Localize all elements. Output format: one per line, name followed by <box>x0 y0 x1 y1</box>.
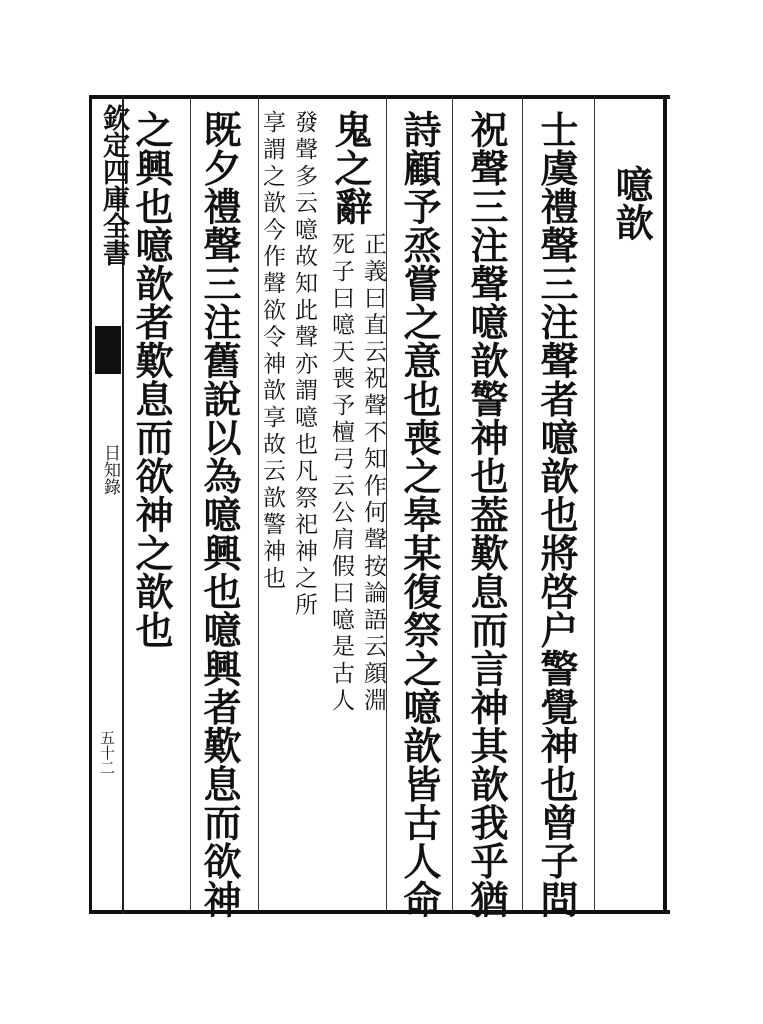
frame-top-rule <box>92 95 670 99</box>
collection-title: 欽定四庫全書 <box>98 104 129 266</box>
column-rule <box>452 99 453 910</box>
column-rule <box>522 99 523 910</box>
text-column: 詩顧予烝嘗之意也喪之皋某復祭之噫歆皆古人命 <box>397 110 442 919</box>
commentary-column: 正義曰直云祝聲不知作何聲按論語云顔淵 <box>360 232 386 715</box>
page-number: 五十二 <box>98 730 116 775</box>
frame-left-rule <box>89 95 92 914</box>
column-rule <box>190 99 191 910</box>
frame-right-rule <box>663 95 667 914</box>
text-column: 鬼之辭 <box>328 110 373 226</box>
column-rule <box>594 99 595 910</box>
text-column: 士虞禮聲三注聲者噫歆也將啓户警覺神也曾子問 <box>534 110 579 919</box>
column-rule <box>386 99 387 910</box>
text-column: 之興也噫歆者歎息而欲神之歆也 <box>129 110 174 649</box>
text-column: 祝聲三注聲噫歆警神也葢歎息而言神其歆我乎猶 <box>464 110 509 919</box>
commentary-column: 發聲多云噫故知此聲亦謂噫也凡祭祀神之所 <box>291 110 317 620</box>
section-title: 噫歆 <box>609 165 654 241</box>
commentary-column: 享謂之歆今作聲欲令神歆享故云歆警神也 <box>259 110 285 593</box>
book-title: 日知錄 <box>100 444 120 495</box>
text-column: 既夕禮聲三注舊說以為噫興也噫興者歎息而欲神 <box>197 110 242 919</box>
fish-tail-mark <box>95 326 121 374</box>
frame-bottom-rule <box>92 910 670 914</box>
commentary-column: 死子曰噫天喪予檀弓云公肩假曰噫是古人 <box>328 232 354 715</box>
